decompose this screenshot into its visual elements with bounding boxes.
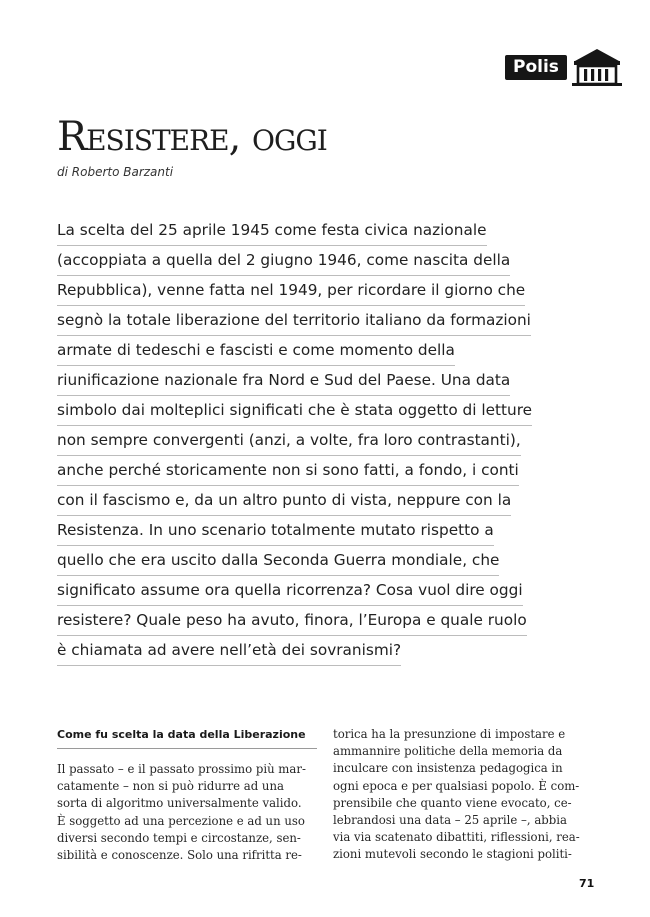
page-number: 71 [579, 877, 595, 890]
lead-line [57, 216, 587, 246]
lead-line [57, 246, 587, 276]
line-text: segnò la totale liberazione del territorio italiano da formazioni [57, 306, 531, 336]
line-text: non sempre convergenti (anzi, a volte, fra loro contrastanti), [57, 426, 521, 456]
section-heading: Come fu scelta la data della Liberazione [57, 727, 317, 749]
line-text: La scelta del 25 aprile 1945 come festa civica nazionale [57, 216, 487, 246]
line-text: Repubblica), venne fatta nel 1949, per ricordare il giorno che [57, 276, 525, 306]
text-line [57, 761, 317, 778]
lead-line [57, 336, 587, 366]
line-text: simbolo dai molteplici significati che è stata oggetto di letture [57, 396, 532, 426]
article-author: di Roberto Barzanti [57, 165, 174, 179]
section-label: Polis [505, 55, 567, 80]
text-line [333, 778, 593, 795]
line-text: quello che era uscito dalla Seconda Guerra mondiale, che [57, 546, 499, 576]
left-column [57, 727, 317, 864]
text-line [333, 743, 593, 760]
line-text: È soggetto ad una percezione e ad un uso [57, 813, 305, 828]
line-text: significato assume ora quella ricorrenza? Cosa vuol dire oggi [57, 576, 523, 606]
line-text: anche perché storicamente non si sono fatti, a fondo, i conti [57, 456, 519, 486]
line-text: sorta di algoritmo universalmente valido. [57, 796, 302, 811]
line-text: sibilità e conoscenze. Solo una rifritta re- [57, 847, 302, 862]
line-text: inculcare con insistenza pedagogica in [333, 761, 563, 776]
line-text: riunificazione nazionale fra Nord e Sud del Paese. Una data [57, 366, 510, 396]
line-text: catamente – non si può ridurre ad una [57, 779, 284, 794]
section-badge [505, 47, 623, 87]
text-line [333, 760, 593, 777]
lead-paragraph [57, 216, 587, 666]
text-line [333, 726, 593, 743]
text-line [333, 812, 593, 829]
lead-line [57, 306, 587, 336]
line-text: via via scatenato dibattiti, riflessioni, rea- [333, 830, 580, 845]
lead-line [57, 486, 587, 516]
left-column-text [57, 761, 317, 864]
line-text: zioni mutevoli secondo le stagioni politi- [333, 847, 572, 862]
right-column [333, 727, 593, 864]
line-text: resistere? Quale peso ha avuto, finora, l’Europa e quale ruolo [57, 606, 527, 636]
lead-line [57, 606, 587, 636]
line-text: Il passato – e il passato prossimo più mar- [57, 762, 306, 776]
text-line [333, 795, 593, 812]
lead-line [57, 576, 587, 606]
text-line [57, 795, 317, 812]
text-line [57, 847, 317, 864]
text-line [333, 829, 593, 846]
line-text: diversi secondo tempi e circostanze, sen- [57, 830, 301, 845]
text-line [57, 830, 317, 847]
lead-line [57, 276, 587, 306]
right-column-text [333, 726, 593, 864]
line-text: (accoppiata a quella del 2 giugno 1946, come nascita della [57, 246, 510, 276]
article-title: Resistere, oggi [57, 114, 327, 160]
line-text: prensibile che quanto viene evocato, ce- [333, 795, 572, 810]
line-text: con il fascismo e, da un altro punto di vista, neppure con la [57, 486, 511, 516]
building-icon [571, 47, 623, 87]
line-text: Resistenza. In uno scenario totalmente mutato rispetto a [57, 516, 494, 546]
text-line [333, 846, 593, 863]
line-text: ammannire politiche della memoria da [333, 744, 563, 759]
lead-line [57, 636, 587, 666]
lead-line [57, 546, 587, 576]
line-text: è chiamata ad avere nell’età dei sovranismi? [57, 636, 401, 666]
lead-line [57, 456, 587, 486]
lead-line [57, 426, 587, 456]
line-text: armate di tedeschi e fascisti e come momento della [57, 336, 455, 366]
lead-line [57, 396, 587, 426]
lead-line [57, 516, 587, 546]
line-text: ogni epoca e per qualsiasi popolo. È com- [333, 778, 580, 793]
text-line [57, 813, 317, 830]
line-text: torica ha la presunzione di impostare e [333, 727, 566, 741]
text-line [57, 778, 317, 795]
lead-line [57, 366, 587, 396]
line-text: lebrandosi una data – 25 aprile –, abbia [333, 812, 567, 827]
